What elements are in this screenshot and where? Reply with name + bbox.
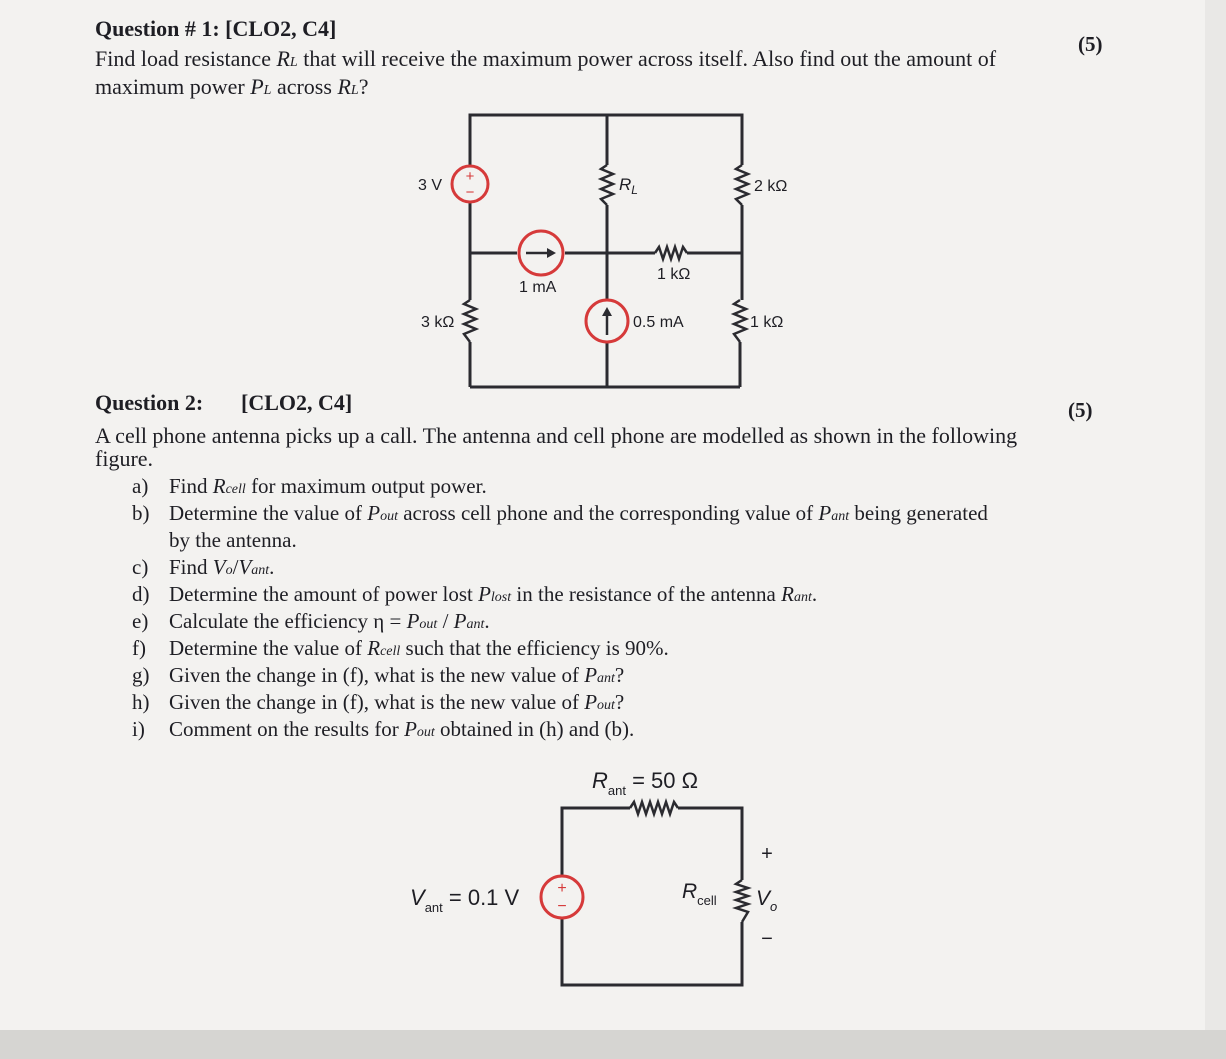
q2-item-text: in the resistance of the antenna — [511, 582, 782, 606]
q2-item-text: Determine the amount of power lost — [169, 582, 479, 606]
q2-item-text: Given the change in (f), what is the new value of — [169, 663, 585, 687]
q2-intro-2: figure. — [95, 446, 154, 471]
q2-item-text: o — [225, 563, 233, 578]
q2-item-text: R — [367, 636, 381, 660]
q2-item-text: V — [212, 555, 226, 579]
q2-item — [132, 717, 634, 742]
q1-line1: Find load resistance RL that will receive the maximum power across itself. Also find out the amount of — [95, 46, 997, 71]
q1-wires — [470, 115, 742, 387]
q2-item-text: . — [484, 609, 490, 633]
q2-item-label: h) — [132, 690, 150, 714]
q2-item-text: . — [269, 555, 275, 579]
q2-item-text: out — [380, 509, 398, 524]
q2-clo: [CLO2, C4] — [241, 390, 353, 415]
label-r-cell: $R_{cell}$ — [682, 880, 717, 908]
q1-line2: maximum power PL across RL? — [95, 74, 369, 99]
v-ant-plus: + — [557, 880, 567, 897]
q2-item-text: out — [419, 617, 438, 632]
q2-item-label: a) — [132, 474, 149, 498]
q2-item — [132, 555, 274, 580]
q2-item — [132, 528, 297, 553]
q2-item-text: ant — [466, 617, 485, 632]
q2-item-text: ant — [597, 671, 615, 686]
v-source-minus: − — [465, 184, 475, 201]
q2-item — [132, 663, 624, 688]
q2-item — [132, 609, 490, 634]
q2-item-label: c) — [132, 555, 149, 579]
q2-item-text: R — [212, 474, 226, 498]
q2-item-text: out — [416, 725, 435, 740]
label-1k-mid: 1 kΩ — [657, 266, 691, 283]
label-2k: 2 kΩ — [754, 178, 788, 195]
q2-item-label: d) — [132, 582, 150, 606]
label-v-ant: $V_{ant} = 0.1$ V — [410, 885, 520, 915]
q2-intro-1: A cell phone antenna picks up a call. The antenna and cell phone are modelled as shown in the following — [95, 423, 1018, 448]
q2-item-text: obtained in (h) and (b). — [434, 717, 635, 741]
label-1ma: 1 mA — [519, 279, 557, 296]
q2-item-text: Comment on the results for — [169, 717, 405, 741]
q2-title: Question 2: — [95, 390, 204, 415]
label-05ma: 0.5 mA — [633, 314, 684, 331]
r-2k-resistor — [736, 165, 748, 205]
label-vo-minus: − — [761, 928, 773, 950]
q2-item-text: cell — [380, 644, 401, 659]
q2-item-text: being generated — [849, 501, 988, 525]
q2-item-text: P — [406, 609, 420, 633]
q2-item-text: out — [597, 698, 615, 713]
q1-marks: (5) — [1078, 32, 1103, 56]
q2-circuit — [400, 760, 820, 995]
label-rl: $R_L$ — [619, 175, 638, 197]
q2-item-text: P — [404, 717, 417, 741]
q2-item-text: P — [818, 501, 832, 525]
label-r-ant: $R_{ant} = 50$ Ω — [592, 768, 699, 798]
q2-item-text: Given the change in (f), what is the new value of — [169, 690, 585, 714]
q2-item-text: lost — [490, 590, 512, 605]
q2-item-label: i) — [132, 717, 145, 741]
q2-item-text: ? — [614, 690, 625, 714]
q2-item-label: b) — [132, 501, 150, 525]
rl-resistor — [601, 165, 613, 205]
q2-item-label: f) — [132, 636, 146, 660]
q2-item — [132, 474, 487, 499]
q2-item-text: ? — [614, 663, 625, 687]
q2-item-text: across cell phone and the corresponding value of — [397, 501, 819, 525]
label-3k: 3 kΩ — [421, 314, 455, 331]
q2-item-text: P — [584, 663, 598, 687]
q2-item — [132, 582, 817, 607]
q1-circuit — [400, 105, 820, 400]
q2-item-text: P — [367, 501, 381, 525]
q2-item-text: Calculate the efficiency η = — [169, 609, 407, 633]
q1-title: Question # 1: [CLO2, C4] — [95, 16, 337, 41]
label-1k-right: 1 kΩ — [750, 314, 784, 331]
label-3v: 3 V — [418, 177, 443, 194]
q2-item-text: P — [584, 690, 598, 714]
q2-item-text: V — [238, 555, 252, 579]
q2-item — [132, 501, 988, 526]
bottom-strip — [0, 1030, 1226, 1059]
r-1k-mid-resistor — [655, 247, 687, 259]
q2-item-text: Determine the value of — [169, 636, 368, 660]
label-vo-plus: + — [761, 843, 773, 865]
label-vo: $V_o$ — [756, 887, 778, 914]
q2-marks: (5) — [1068, 398, 1093, 422]
q2-item-text: R — [781, 582, 794, 606]
v-ant-minus: − — [557, 898, 567, 915]
r-3k-resistor — [464, 300, 476, 342]
q2-item-label: g) — [132, 663, 150, 687]
r-1k-right-resistor — [734, 300, 746, 342]
q2-item-text: Find — [169, 474, 213, 498]
q2-item — [132, 690, 624, 715]
q2-item-label: e) — [132, 609, 149, 633]
q2-item-text: ant — [793, 590, 812, 605]
q2-item-text: such that the efficiency is 90%. — [400, 636, 669, 660]
q2-item-text: / — [232, 555, 239, 579]
q2-item-text: by the antenna. — [169, 528, 297, 552]
q2-item-text: P — [453, 609, 467, 633]
r-ant-resistor — [630, 802, 678, 814]
q2-item-text: for maximum output power. — [245, 474, 487, 498]
q2-item-text: ant — [251, 563, 270, 578]
q2-item-text: Find — [169, 555, 213, 579]
q2-item — [132, 636, 669, 661]
q2-item-text: ant — [831, 509, 850, 524]
q2-item-text: / — [437, 609, 454, 633]
r-cell-resistor — [736, 880, 748, 922]
q2-item-text: . — [811, 582, 818, 606]
v-source-plus: + — [465, 168, 475, 185]
q2-item-text: cell — [225, 482, 246, 497]
q2-item-text: P — [478, 582, 491, 606]
q2-item-text: Determine the value of — [169, 501, 368, 525]
